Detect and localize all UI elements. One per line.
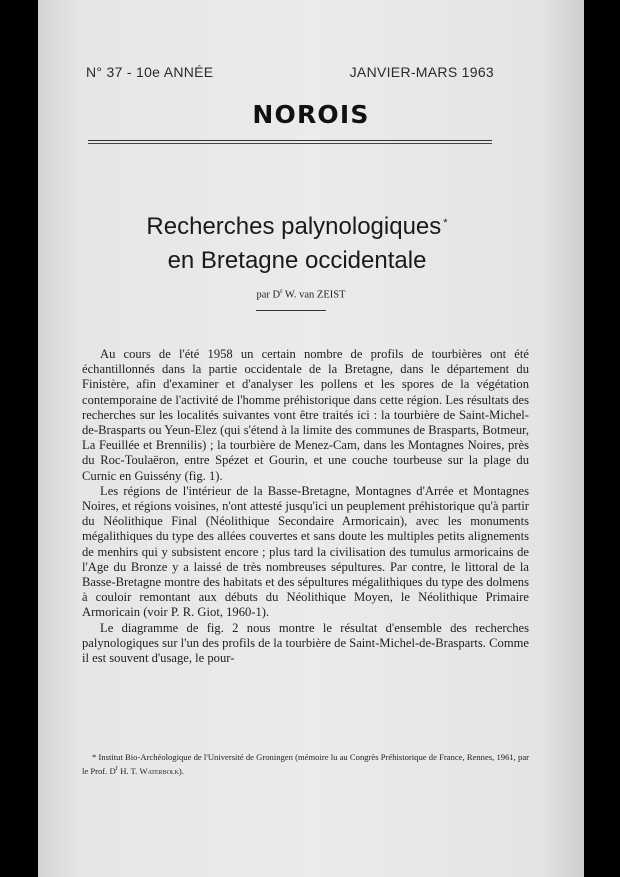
article-title-line2: en Bretagne occidentale: [167, 247, 427, 274]
paragraph: Au cours de l'été 1958 un certain nombre de profils de tourbières ont été échantillonnés dans la partie occidentale de la Bretagne, dans le département du Finistère, afin d'examiner et d'analyser les pollens et les spores de la végétation contemporaine de l'activité de l'homme préhistorique dans cette région. Les résultats des recherches sur les localités suivantes vont être traités ici : la tourbière de Saint-Michel-de-Brasparts ou Yeun-Elez (qui s'étend à la limite des communes de Brasparts, Botmeur, La Feuillée et Brennilis) ; la tourbière de Menez-Cam, dans les Montagnes Noires, près du Roc-Toulaëron, entre Spézet et Gourin, et une couche tourbeuse sur la plage du Curnic en Guissény (fig. 1).: [82, 347, 529, 483]
byline-rule: [256, 310, 326, 311]
paragraph: Le diagramme de fig. 2 nous montre le résultat d'ensemble des recherches palynologiques sur l'un des profils de la tourbière de Saint-Michel-de-Brasparts. Comme il est souvent d'usage, le pour-: [82, 620, 529, 666]
footnote-name-sc: Waterbolk: [139, 765, 179, 776]
header-rule-top: [88, 140, 492, 141]
journal-page: [38, 0, 584, 877]
article-title: [38, 210, 556, 278]
footnote: [82, 752, 529, 777]
footnote-tail: ).: [178, 765, 184, 776]
article-body: [82, 347, 529, 666]
footnote-text: * Institut Bio-Archéologique de l'Université de Groningen (mémoire lu au Congrès Préhistorique de France, Rennes, 1961, par le Prof. D: [82, 752, 529, 776]
byline-name: W. van ZEIST: [282, 289, 346, 301]
journal-title: NOROIS: [252, 100, 370, 129]
footnote-name: H. T.: [118, 765, 140, 776]
byline-par: par D: [256, 289, 281, 301]
issue-date: JANVIER-MARS 1963: [349, 64, 494, 80]
header-rule-bottom: [88, 143, 492, 144]
footnote-marker: *: [443, 217, 448, 229]
byline-sup: r: [280, 287, 283, 295]
issue-number: N° 37 - 10e ANNÉE: [86, 64, 214, 80]
article-title-line1: Recherches palynologiques: [146, 213, 442, 240]
author-byline: [38, 287, 564, 301]
paragraph: Les régions de l'intérieur de la Basse-Bretagne, Montagnes d'Arrée et Montagnes Noires, et régions voisines, n'ont attesté jusqu'ici un peuplement préhistorique qu'à partir du Néolithique Final (Néolithique Secondaire Armoricain), avec les monuments mégalithiques du type des allées couvertes et sans doute les multiples petits alignements de menhirs qui y subsistent encore ; plus tard la civilisation des tumulus armoricains de l'Age du Bronze y a laissé de très nombreuses sépultures. Par contre, le littoral de la Basse-Bretagne montre des habitats et des sépultures mégalithiques du type des dolmens à couloir remontant aux débuts du Néolithique Moyen, le Néolithique Primaire Armoricain (voir P. R. Giot, 1960-1).: [82, 483, 529, 620]
footnote-sup: r: [115, 764, 119, 772]
